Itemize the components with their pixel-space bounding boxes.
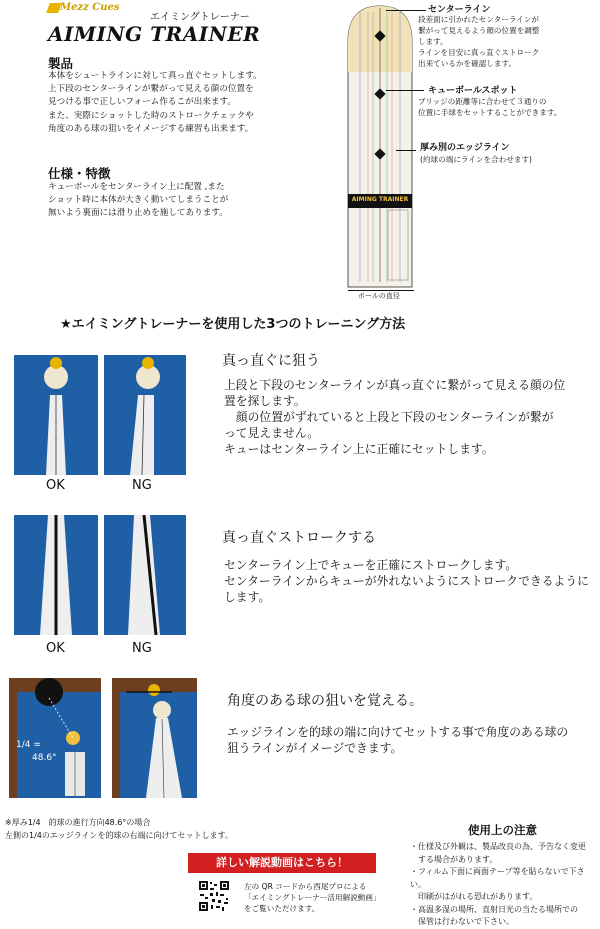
training-methods-heading: ★エイミングトレーナーを使用した3つのトレーニング方法: [60, 317, 406, 332]
caption-aim-ok: OK: [46, 478, 65, 493]
brand-logo-text: Mezz Cues: [60, 2, 120, 13]
section-angle-title: 角度のある球の狙いを覚える。: [227, 693, 423, 709]
section-angle-body: エッジラインを的球の端に向けてセットする事で角度のある球の 狙うラインがイメージできます。: [227, 725, 569, 755]
callout-body-cueball-spot: ブリッジの距離等に合わせて３通りの 位置に手球をセットすることができます。: [418, 97, 562, 117]
caption-stroke-ng: NG: [132, 641, 152, 656]
photo-aim-ok: [14, 355, 98, 475]
video-explanation-button[interactable]: 詳しい解説動画はこちら！: [188, 853, 376, 873]
trainer-diagram: [340, 2, 420, 290]
callout-title-centerline: センターライン: [428, 5, 491, 15]
product-heading: 製品: [48, 56, 74, 71]
precautions-body: ・仕様及び外観は、製品改良の為、予告なく変更 する場合があります。 ・フィルム下面に両面テープ等を貼らないで下さい。 印刷がはがれる恐れがあります。 ・高温多湿の場所、直射日光の当たる場所での 保管は行わないで下さい。: [410, 842, 586, 926]
diagram-cut-angle: [9, 678, 101, 798]
callout-body-centerline: 段差面に引かれたセンターラインが 繋がって見えるよう顔の位置を調整 します。 ラインを目安に真っ直ぐストローク 出来ているかを確認します。: [418, 15, 540, 68]
caption-aim-ng: NG: [132, 478, 152, 493]
spec-heading: 仕様・特徴: [48, 166, 111, 181]
callout-pointer: [396, 150, 416, 151]
section-aim-body: 上段と下段のセンターラインが真っ直ぐに繋がって見える顔の位 置を探します。 顔の位置がずれていると上段と下段のセンターラインが繋が って見えません。 キューはセンターライン上に正確にセットします。: [224, 378, 566, 456]
callout-body-edge-line: (約球の端にラインを合わせます): [420, 155, 533, 164]
edge-line-note: ※厚み1/4 的球の進行方向48.6°の場合 左側の1/4のエッジラインを的球の右端に向けてセットします。: [5, 818, 233, 840]
callout-title-cueball-spot: キューボールスポット: [428, 86, 518, 96]
photo-stroke-ok: [14, 515, 98, 635]
section-stroke-title: 真っ直ぐストロークする: [222, 530, 376, 546]
spec-body: キューボールをセンターライン上に配置 ,また ショット時に本体が大きく動いてしまうことが 無いよう裏面には滑り止めを施してあります。: [48, 182, 229, 219]
angle-label: 48.6°: [32, 753, 57, 763]
ball-width-label: ボールの直径: [358, 292, 400, 300]
callout-title-edge-line: 厚み別のエッジライン: [420, 143, 510, 153]
section-aim-title: 真っ直ぐに狙う: [222, 353, 320, 369]
caption-stroke-ok: OK: [46, 641, 65, 656]
qr-code-icon[interactable]: [198, 880, 230, 912]
photo-stroke-ng: [104, 515, 186, 635]
product-body: 本体をシュートラインに対して真っ直ぐセットします。 上下段のセンターラインが繋がって見える顔の位置を 見つける事で正しいフォーム作るこが出来ます。 また、実際にショットした時のストロークチェックや 角度のある球の狙いをイメージする練習も出来ます。: [48, 71, 262, 134]
precautions-heading: 使用上の注意: [468, 823, 537, 837]
callout-pointer: [386, 90, 424, 91]
diagram-trainer-label: AIMING TRAINER: [351, 196, 409, 203]
callout-pointer: [386, 10, 426, 11]
brand-subtitle: エイミングトレーナー: [150, 12, 250, 23]
photo-aim-ng: [104, 355, 186, 475]
page-title: AIMING TRAINER: [48, 22, 261, 46]
section-stroke-body: センターライン上でキューを正確にストロークします。 センターラインからキューが外れないようにストロークできるように します。: [224, 558, 589, 604]
fraction-label: 1/4 =: [16, 740, 41, 750]
qr-description: 左の QR コードから西尾プロによる 「エイミングトレーナー活用解説動画」 をご覧いただけます。: [244, 882, 381, 913]
photo-cut-angle: [112, 678, 197, 798]
